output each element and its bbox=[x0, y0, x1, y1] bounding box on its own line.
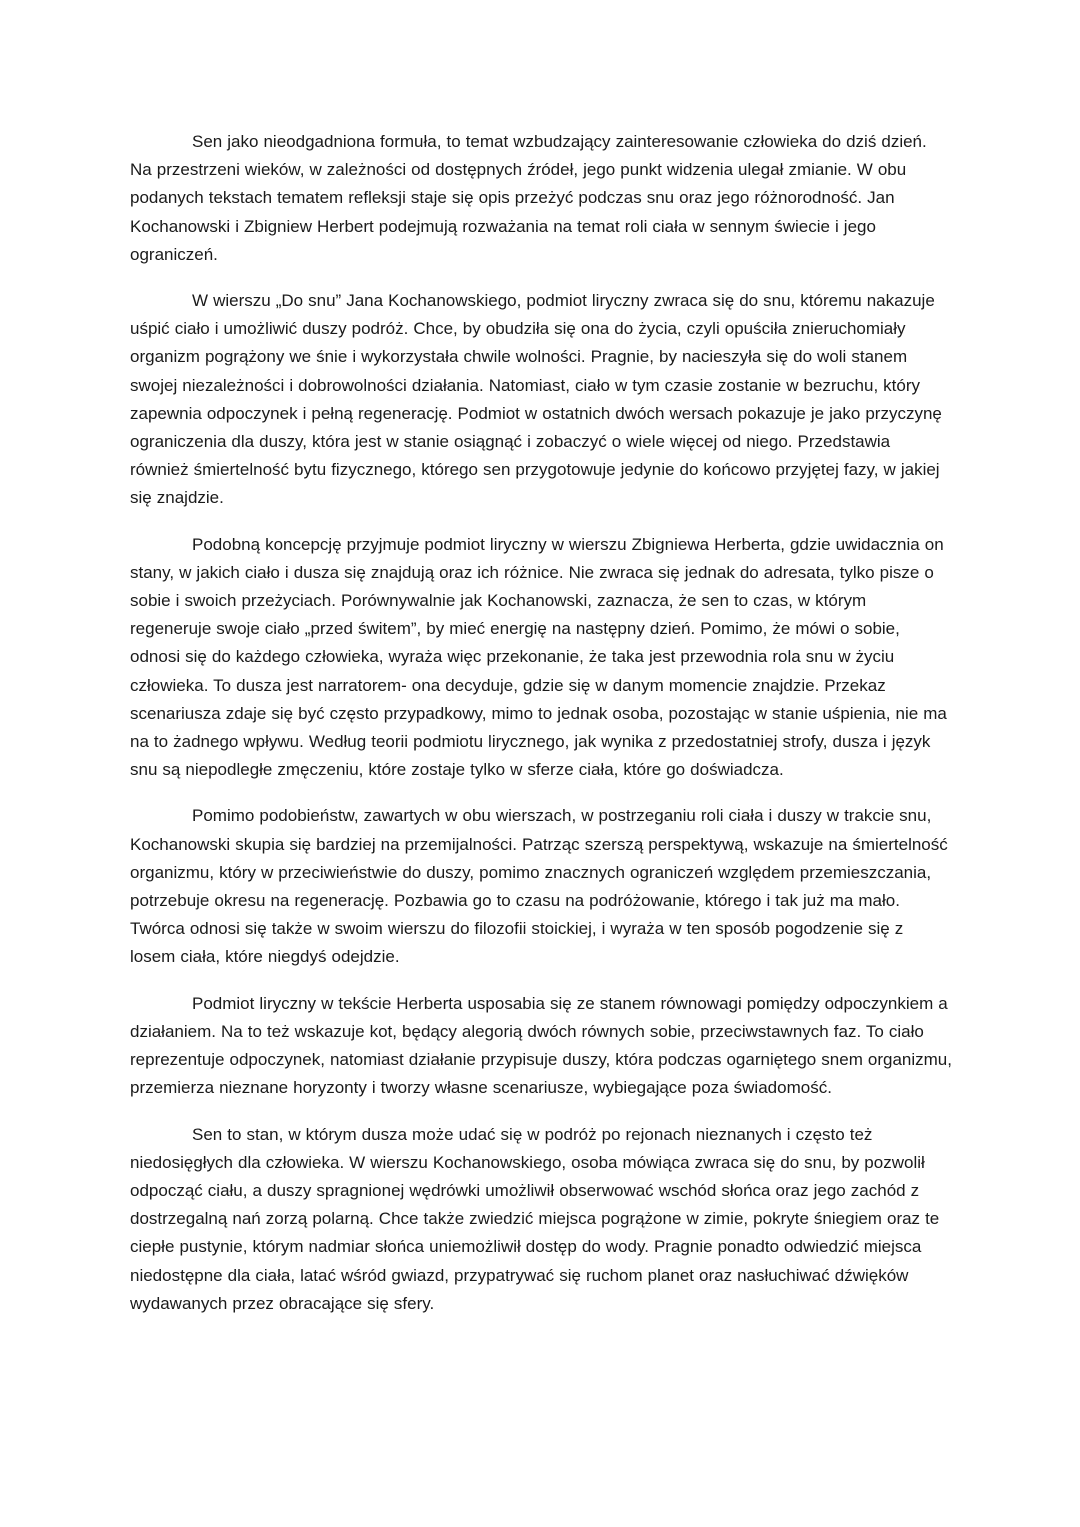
paragraph-herbert: Podobną koncepcję przyjmuje podmiot liryczny w wierszu Zbigniewa Herberta, gdzie uwidacznia on stany, w jakich ciało i dusza się znajdują oraz ich różnice. Nie zwraca się jednak do adresata, tylko pisze o sobie i swoich przeżyciach. Porównywalnie jak Kochanowski, zaznacza, że sen to czas, w którym regeneruje swoje ciało „przed świtem”, by mieć energię na następny dzień. Pomimo, że mówi o sobie, odnosi się do każdego człowieka, wyraża więc przekonanie, że taka jest przewodnia rola snu w życiu człowieka. To dusza jest narratorem- ona decyduje, gdzie się w danym momencie znajdzie. Przekaz scenariusza zdaje się być często przypadkowy, mimo to jednak osoba, pozostając w stanie uśpienia, nie ma na to żadnego wpływu. Według teorii podmiotu lirycznego, jak wynika z przedostatniej strofy, dusza i język snu są niepodległe zmęczeniu, które zostaje tylko w sferze ciała, które go doświadcza. bbox=[130, 534, 947, 780]
paragraph-balance: Podmiot liryczny w tekście Herberta usposabia się ze stanem równowagi pomiędzy odpoczynkiem a działaniem. Na to też wskazuje kot, będący alegorią dwóch równych sobie, przeciwstawnych faz. To ciało reprezentuje odpoczynek, natomiast działanie przypisuje duszy, która podczas ogarniętego snem organizmu, przemierza nieznane horyzonty i tworzy własne scenariusze, wybiegające poza świadomość. bbox=[130, 993, 952, 1098]
paragraph-journey: Sen to stan, w którym dusza może udać się w podróż po rejonach nieznanych i często też niedosięgłych dla człowieka. W wierszu Kochanowskiego, osoba mówiąca zwraca się do snu, by pozwolił odpocząć ciału, a duszy spragnionej wędrówki umożliwił obserwować wschód słońca oraz jego zachód z dostrzegalną nań zorzą polarną. Chce także zwiedzić miejsca pogrążone w zimie, pokryte śniegiem oraz te ciepłe pustynie, którym nadmiar słońca uniemożliwił dostęp do wody. Pragnie ponadto odwiedzić miejsca niedostępne dla ciała, latać wśród gwiazd, przypatrywać się ruchom planet oraz nasłuchiwać dźwięków wydawanych przez obracające się sfery. bbox=[130, 1124, 940, 1313]
paragraph-intro: Sen jako nieodgadniona formuła, to temat wzbudzający zainteresowanie człowieka do dziś dzień. Na przestrzeni wieków, w zależności od dostępnych źródeł, jego punkt widzenia ulegał zmianie. W obu podanych tekstach tematem refleksji staje się opis przeżyć podczas snu oraz jego różnorodność. Jan Kochanowski i Zbigniew Herbert podejmują rozważania na temat roli ciała w sennym świecie i jego ograniczeń. bbox=[130, 132, 927, 264]
document-page bbox=[130, 128, 952, 1336]
paragraph-kochanowski: W wierszu „Do snu” Jana Kochanowskiego, podmiot liryczny zwraca się do snu, któremu nakazuje uśpić ciało i umożliwić duszy podróż. Chce, by obudziła się ona do życia, czyli opuściła znieruchomiały organizm pogrążony we śnie i wykorzystała chwile wolności. Pragnie, by nacieszyła się do woli stanem swojej niezależności i dobrowolności działania. Natomiast, ciało w tym czasie zostanie w bezruchu, który zapewnia odpoczynek i pełną regenerację. Podmiot w ostatnich dwóch wersach pokazuje je jako przyczynę ograniczenia dla duszy, która jest w stanie osiągnąć i zobaczyć o wiele więcej od niego. Przedstawia również śmiertelność bytu fizycznego, którego sen przygotowuje jedynie do końcowo przyjętej fazy, w jakiej się znajdzie. bbox=[130, 291, 942, 508]
paragraph-comparison: Pomimo podobieństw, zawartych w obu wierszach, w postrzeganiu roli ciała i duszy w trakcie snu, Kochanowski skupia się bardziej na przemijalności. Patrząc szerszą perspektywą, wskazuje na śmiertelność organizmu, który w przeciwieństwie do duszy, pomimo znacznych ograniczeń względem przemieszczania, potrzebuje okresu na regenerację. Pozbawia go to czasu na podróżowanie, którego i tak już ma mało. Twórca odnosi się także w swoim wierszu do filozofii stoickiej, i wyraża w ten sposób pogodzenie się z losem ciała, które niegdyś odejdzie. bbox=[130, 806, 948, 967]
